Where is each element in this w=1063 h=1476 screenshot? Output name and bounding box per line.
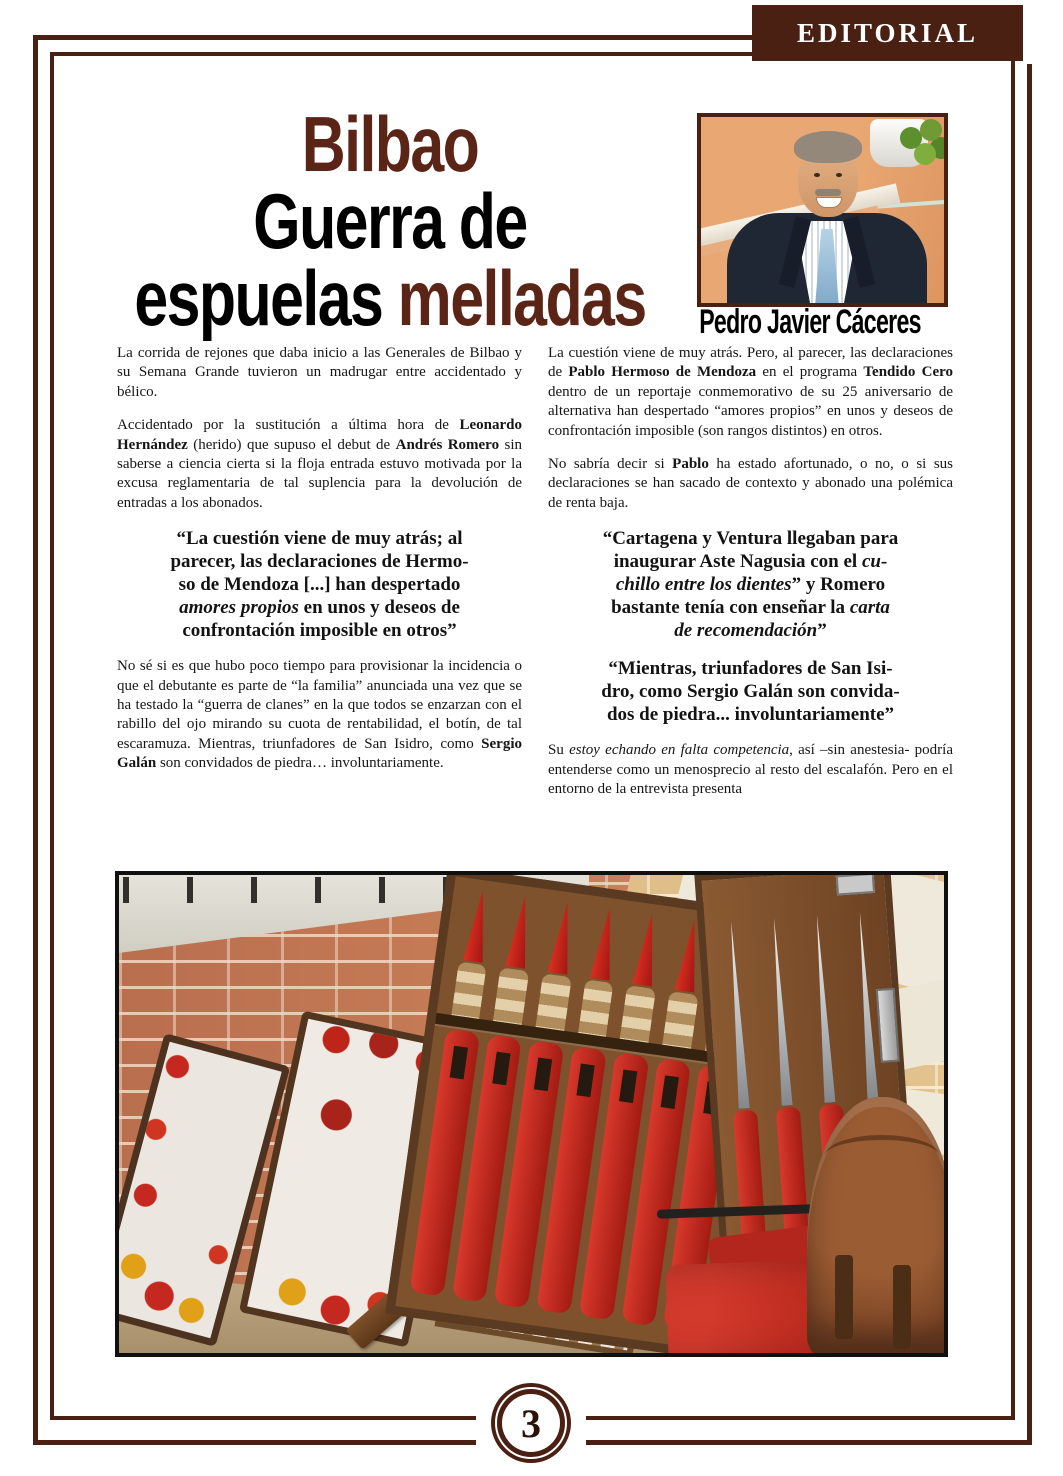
photo-man-eye-right [836,173,842,177]
title-line-3 [133,254,648,342]
author-photo [697,113,948,307]
photo-man-mustache [815,189,841,196]
article-columns [117,344,953,813]
article-paragraph: La cuestión viene de muy atrás. Pero, al parecer, las declaraciones de Pablo Hermoso de Mendoza en el programa Tendido Cero dentro de un reportaje conmemorativo de su 25 aniversario de alternativa han despertado “amores propios” en unos y deseos de confrontación imposible (son rangos distintos) en otros. [548,345,953,439]
section-label-text: EDITORIAL [796,17,979,48]
title-line-2: Guerra de [253,177,527,265]
pull-quote: “La cuestión viene de muy atrás; al parecer, las declaraciones de Hermo- so de Mendoza [...] han despertado amores propios en unos y deseos de confrontación imposible en otros” [170,528,469,642]
photo-lid-latch [876,988,900,1063]
photo-man-eye-left [814,173,820,177]
photo-plant-leaves [920,119,942,141]
author-byline: Pedro Javier Cáceres [699,303,921,341]
article-paragraph: Accidentado por la sustitución a última hora de Leonardo Hernández (herido) que supuso el debut de Andrés Romero sin saberse a ciencia cierta si la floja entrada estuvo motivada por la excusa reglamentaria de tal suplencia para la devolución de entradas a los abonados. [117,417,522,511]
photo-lid-hinge [836,873,875,896]
photo-man-hair [794,131,862,163]
article-column-left [117,344,522,813]
title-line-3-black: espuelas [134,254,398,342]
page-number: 3 [502,1394,560,1452]
article-paragraph: Su estoy echando en falta competencia, así –sin anestesia- podría entenderse como un menosprecio al resto del escalafón. Pero en el entorno de la entrevista presenta [548,742,953,798]
page-title [60,100,720,342]
article-paragraph: No sé si es que hubo poco tiempo para provisionar la incidencia o que el debutante es parte de “la familia” anunciada una vez que se ha testado la “guerra de clanes” en la que todos se enzarzan con el rabillo del ojo mirando su cuota de rentabilidad, el botín, de tal escaramuza. Mientras, triunfadores de San Isidro, como Sergio Galán son convidados de piedra… involuntariamente. [117,658,522,772]
article-paragraph: No sabría decir si Pablo ha estado afortunado, o no, o si sus declaraciones se han sacado de contexto y abonado una polémica de renta baja. [548,456,953,511]
page-number-badge [491,1383,571,1463]
border-corner-mask [1020,0,1063,64]
photo-plant-pot [870,119,928,167]
photo-railing [123,877,463,903]
title-line-1: Bilbao [301,100,479,188]
title-line-3-accent: melladas [397,254,646,342]
rejones-photo [115,871,948,1357]
pull-quote: “Cartagena y Ventura llegaban para inaugurar Aste Nagusia con el cu- chillo entre los dientes” y Romero bastante tenía con enseñar la carta de recomendación” [602,528,899,642]
section-label [752,5,1023,61]
article-column-right [548,344,953,813]
article-paragraph: La corrida de rejones que daba inicio a las Generales de Bilbao y su Semana Grande tuvieron un madrugar entre accidentado y bélico. [117,345,522,400]
pull-quote: “Mientras, triunfadores de San Isi- dro, como Sergio Galán son convida- dos de piedra... involuntariamente” [601,658,900,726]
